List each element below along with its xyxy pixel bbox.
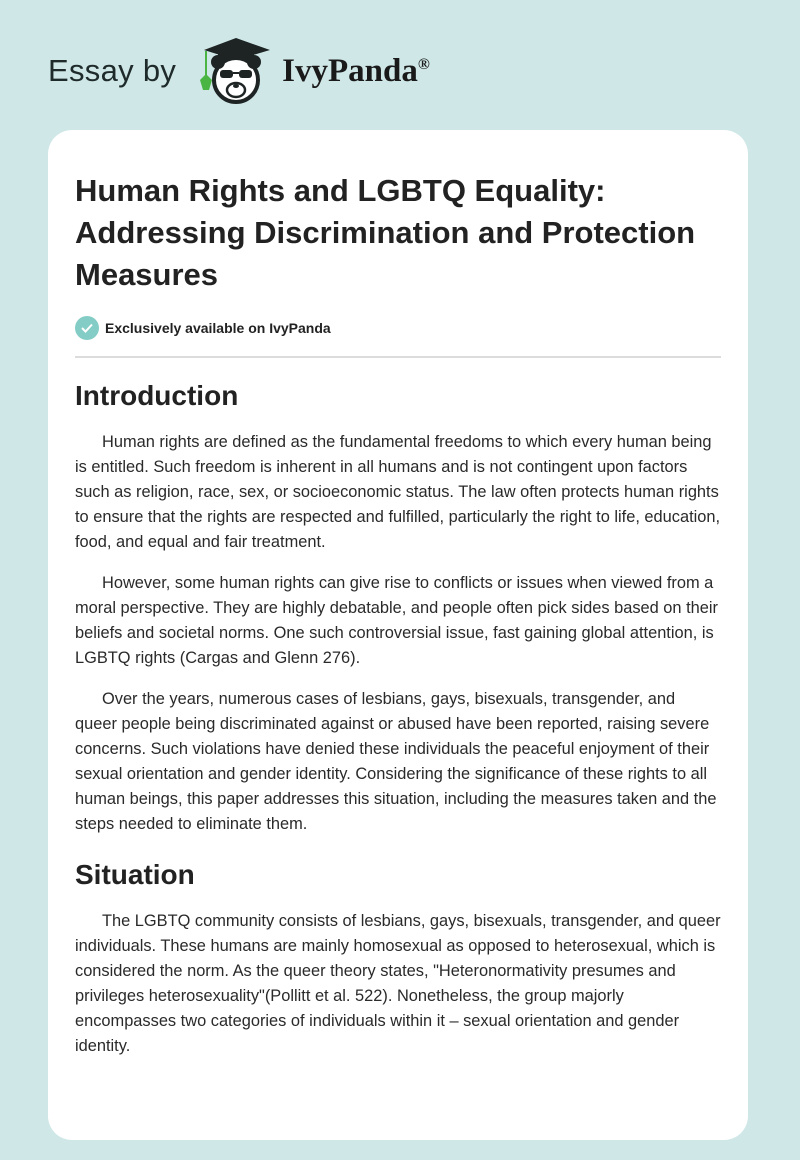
essay-title: Human Rights and LGBTQ Equality: Addressing Discrimination and Protection Measures xyxy=(75,173,696,292)
paragraph: Human rights are defined as the fundamental freedoms to which every human being is entitled. Such freedom is inherent in all humans and is not contingent upon factors such as religion, race, sex, or socioeconomic status. The law often protects human rights to ensure that the rights are respected and fulfilled, particularly the right to life, education, food, and equal and fair treatment. xyxy=(75,433,721,551)
essay-card xyxy=(48,130,748,1140)
site-header xyxy=(48,36,430,106)
badge-text: Exclusively available on IvyPanda xyxy=(105,320,331,336)
section-heading: Introduction xyxy=(75,380,239,411)
paragraph: Over the years, numerous cases of lesbians, gays, bisexuals, transgender, and queer people being discriminated against or abused have been reported, raising severe concerns. Such violations have denied these individuals the peaceful enjoyment of their sexual orientation and gender identity. Considering the significance of these rights to all human beings, this paper addresses this situation, including the measures taken and the steps needed to eliminate them. xyxy=(75,690,717,833)
exclusive-badge xyxy=(75,316,721,340)
panda-logo-icon[interactable] xyxy=(194,36,278,106)
essay-by-label: Essay by xyxy=(48,53,177,88)
check-icon xyxy=(75,316,99,340)
paragraph: However, some human rights can give rise to conflicts or issues when viewed from a moral perspective. They are highly debatable, and people often pick sides based on their beliefs and societal norms. One such controversial issue, fast gaining global attention, is LGBTQ rights (Cargas and Glenn 276). xyxy=(75,574,718,667)
paragraph: The LGBTQ community consists of lesbians, gays, bisexuals, transgender, and queer individuals. These humans are mainly homosexual as opposed to heterosexual, which is considered the norm. As the queer theory states, "Heteronormativity presumes and privileges heterosexuality"(Pollitt et al. 522). Nonetheless, the group majorly encompasses two categories of individuals within it – sexual orientation and gender identity. xyxy=(75,912,721,1055)
section-heading: Situation xyxy=(75,859,195,890)
brand-name[interactable]: IvyPanda® xyxy=(282,52,430,89)
divider xyxy=(75,356,721,358)
